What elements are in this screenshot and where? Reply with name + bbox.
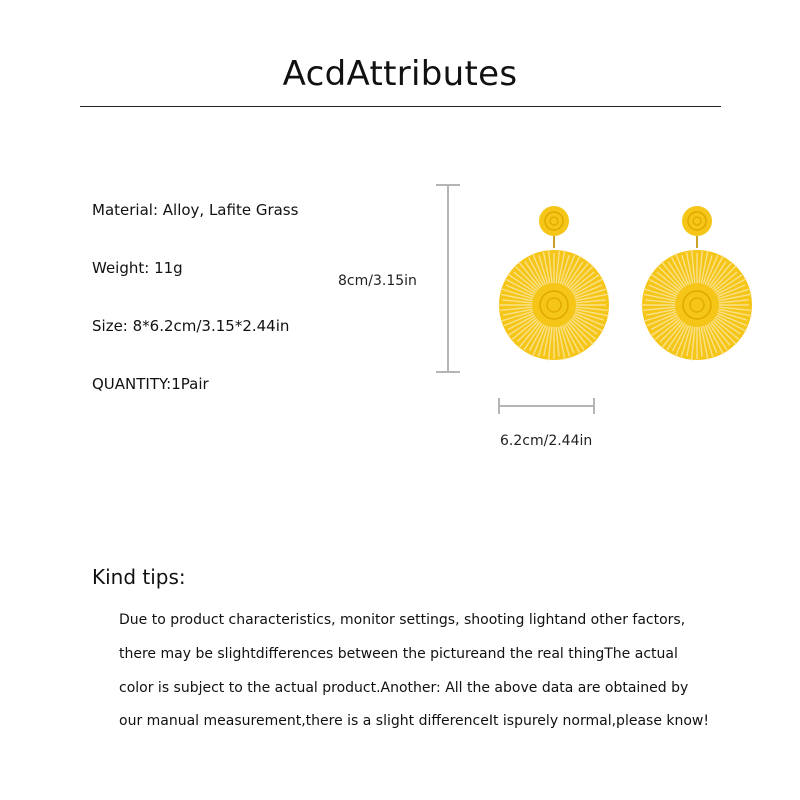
tips-line: our manual measurement,there is a slight differenceIt ispurely normal,please know! <box>119 713 709 729</box>
tips-heading: Kind tips: <box>92 565 186 589</box>
page-title: AcdAttributes <box>282 54 518 94</box>
tips-line: color is subject to the actual product.Another: All the above data are obtained by <box>119 680 689 696</box>
height-dimension-label: 8cm/3.15in <box>338 273 417 289</box>
earring-image-right <box>637 200 757 365</box>
earring-image-left <box>494 200 614 365</box>
tips-line: there may be slightdifferences between the pictureand the real thingThe actual <box>119 646 678 662</box>
tips-line: Due to product characteristics, monitor settings, shooting lightand other factors, <box>119 612 686 628</box>
width-dimension-label: 6.2cm/2.44in <box>500 433 593 449</box>
spec-size: Size: 8*6.2cm/3.15*2.44in <box>92 317 290 335</box>
spec-weight: Weight: 11g <box>92 259 183 277</box>
spec-quantity: QUANTITY:1Pair <box>92 375 209 393</box>
spec-material: Material: Alloy, Lafite Grass <box>92 201 299 219</box>
